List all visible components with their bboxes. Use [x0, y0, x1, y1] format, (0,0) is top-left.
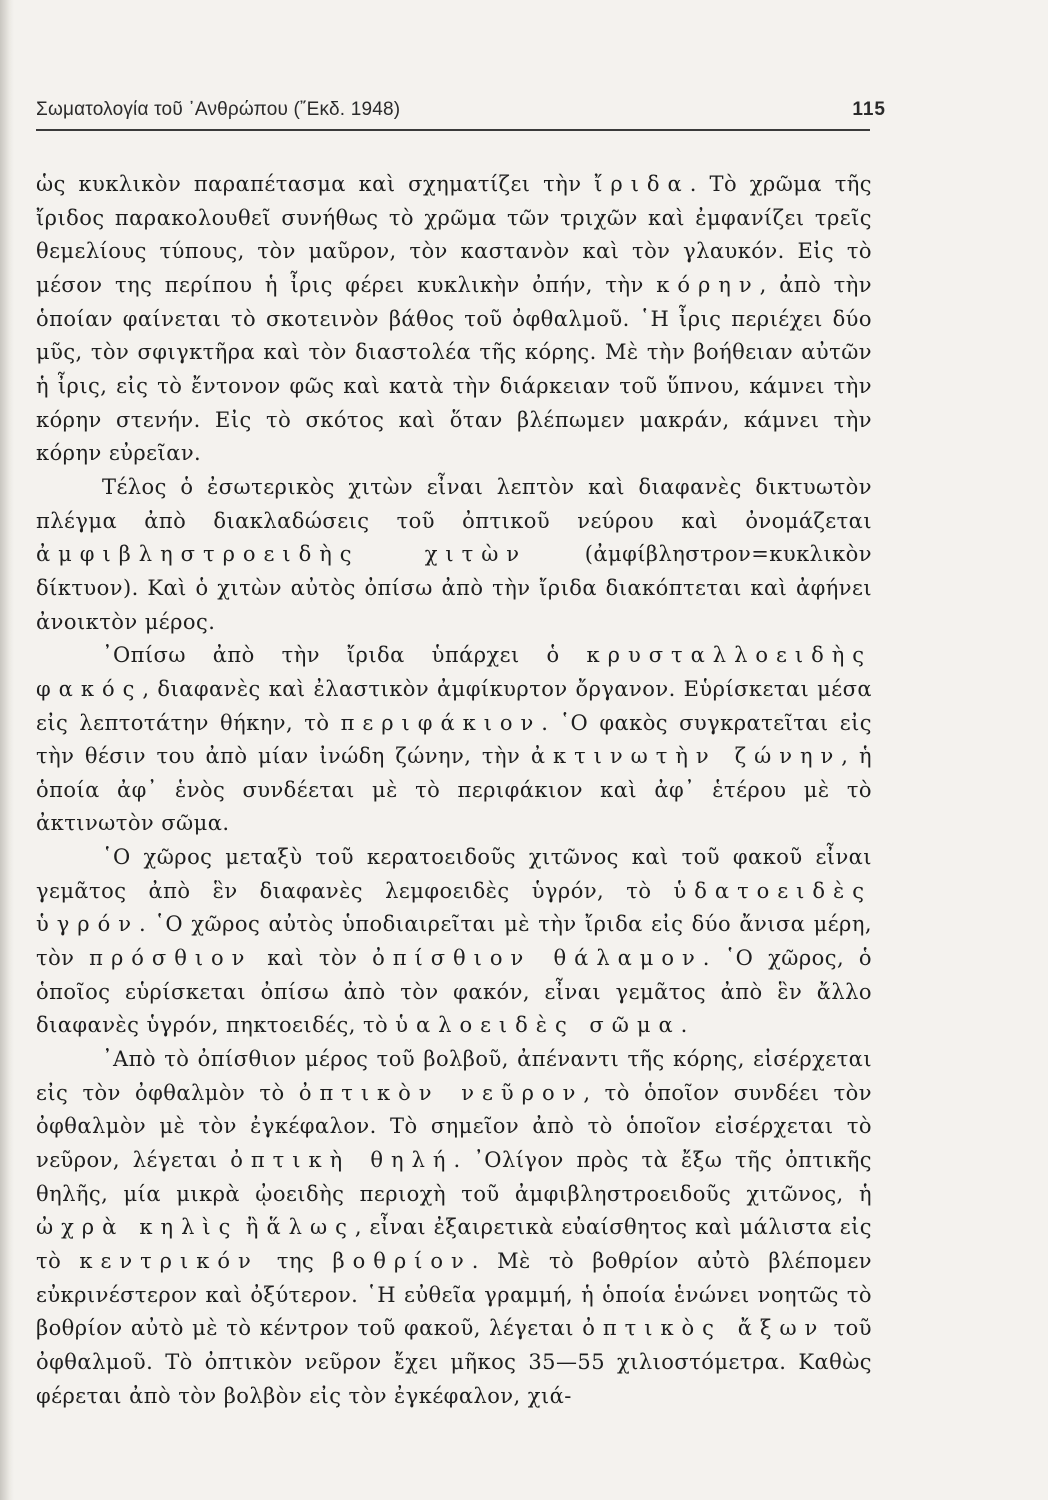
spaced-term: ἴριδα: [594, 172, 690, 196]
text-run: . ῾Ο χῶρος αὐτὸς ὑποδιαιρεῖται μὲ τὴν ἴριδα εἰς δύο ἄνισα μέρη, τὸν: [36, 912, 872, 971]
text-run: καὶ τὸν: [252, 946, 373, 971]
text-run: ᾿Απὸ τὸ ὀπίσθιον μέρος τοῦ βολβοῦ, ἀπέναντι τῆς κόρης, εἰσέρχεται εἰς τὸν ὀφθαλμὸν τὸ: [36, 1047, 872, 1105]
spaced-term: ὠχρὰ κηλὶς: [36, 1215, 239, 1240]
text-run: ᾿Οπίσω ἀπὸ τὴν ἴριδα ὑπάρχει ὁ: [102, 643, 587, 668]
spaced-term: πρόσθιον: [89, 946, 253, 971]
text-run: .: [680, 1013, 688, 1038]
text-run: Τέλος ὁ ἐσωτερικὸς χιτὼν εἶναι λεπτὸν καὶ διαφανὲς δικτυωτὸν πλέγμα ἀπὸ διακλαδώσεις τοῦ ὀπτικοῦ νεύρου καὶ ὀνομάζεται: [36, 474, 872, 533]
text-run: τοῦ ὀφθαλμοῦ. Τὸ ὀπτικὸν νεῦρον ἔχει μῆκος 35—55 χιλιοστόμετρα. Καθὼς φέρεται ἀπὸ τὸν βολβὸν εἰς τὸν ἐγκέφαλον, χιά-: [36, 1316, 872, 1408]
spaced-term: ἅλως: [266, 1215, 355, 1240]
spaced-term: κόρην: [656, 272, 760, 297]
spaced-term: ὀπτικὴ θηλή: [230, 1148, 454, 1173]
paragraph-2: [36, 471, 872, 639]
spaced-term: περιφάκιον: [340, 710, 542, 735]
text-run: . ᾿Ολίγον πρὸς τὰ ἔξω τῆς ὀπτικῆς θηλῆς, μία μικρὰ ᾠοειδὴς περιοχὴ τοῦ ἀμφιβληστροειδοῦς χιτῶνος, ἡ: [36, 1148, 873, 1206]
text-run: της: [258, 1249, 333, 1273]
header-rule: [36, 129, 870, 131]
running-head: [36, 99, 886, 129]
text-run: ῾Ο χῶρος μεταξὺ τοῦ κερατοειδοῦς χιτῶνος καὶ τοῦ φακοῦ εἶναι γεμᾶτος ἀπὸ ἓν διαφανὲς λεμφοειδὲς ὑγρόν, τὸ: [36, 845, 872, 903]
text-run: , ἀπὸ τὴν ὁποίαν φαίνεται τὸ σκοτεινὸν βάθος τοῦ ὀφθαλμοῦ. ῾Η ἶρις περιέχει δύο μῦς, τὸν σφιγκτῆρα καὶ τὸν διαστολέα τῆς κόρης. Μὲ τὴν βοήθειαν αὐτῶν ἡ ἶρις, εἰς τὸ ἔντονον φῶς καὶ κατὰ τὴν διάρκειαν τοῦ ὕπνου, κάμνει τὴν κόρην στενήν. Εἰς τὸ σκότος καὶ ὅταν βλέπωμεν μακράν, κάμνει τὴν κόρην εὐρεῖαν.: [36, 272, 872, 466]
paragraph-3: [36, 639, 872, 841]
text-run: , τὸ ὁποῖον συνδέει τὸν ὀφθαλμὸν μὲ τὸν ἐγκέφαλον. Τὸ σημεῖον ἀπὸ τὸ ὁποῖον εἰσέρχεται τὸ νεῦρον, λέγεται: [36, 1080, 872, 1173]
paragraph-5: [36, 1043, 872, 1413]
body-text: [36, 168, 872, 1413]
spaced-term: ὀπίσθιον θάλαμον: [372, 946, 703, 971]
text-run: . ῾Ο χῶρος, ὁ ὁποῖος εὑρίσκεται ὀπίσω ἀπὸ τὸν φακόν, εἶναι γεμᾶτος ἀπὸ ἓν ἄλλο διαφανὲς ὑγρόν, πηκτοειδές, τὸ: [36, 946, 872, 1038]
text-run: . Τὸ χρῶμα τῆς ἴριδος παρακολουθεῖ συνήθως τὸ χρῶμα τῶν τριχῶν καὶ ἐμφανίζει τρεῖς θεμελίους τύπους, τὸν μαῦρον, τὸν καστανὸν καὶ τὸν γλαυκόν. Εἰς τὸ μέσον της περίπου ἡ ἶρις φέρει κυκλικὴν ὀπήν, τὴν: [36, 172, 873, 297]
spaced-term: ὀπτικὸν νεῦρον: [298, 1080, 584, 1105]
text-run: (ἀμφίβληστρον=κυκλικὸν δίκτυον). Καὶ ὁ χιτὼν αὐτὸς ὀπίσω ἀπὸ τὴν ἴριδα διακόπτεται καὶ ἀφήνει ἀνοικτὸν μέρος.: [36, 542, 872, 634]
spaced-term: ὑαλοειδὲς σῶμα: [395, 1013, 681, 1038]
spaced-term: ὑδατοειδὲς ὑγρόν: [36, 878, 872, 937]
spaced-term: ἀμφιβληστροειδὴς χιτὼν: [36, 542, 528, 567]
spaced-term: κεντρικόν: [79, 1249, 259, 1273]
text-run: . Μὲ τὸ βοθρίον αὐτὸ βλέπομεν εὐκρινέστερον καὶ ὀξύτερον. ῾Η εὐθεῖα γραμμή, ἡ ὁποία ἑνώνει νοητῶς τὸ βοθρίον αὐτὸ μὲ τὸ κέντρον τοῦ φακοῦ, λέγεται: [36, 1249, 872, 1341]
text-run: , ἡ ὁποία ἀφ᾿ ἑνὸς συνδέεται μὲ τὸ περιφάκιον καὶ ἀφ᾿ ἑτέρου μὲ τὸ ἀκτινωτὸν σῶμα.: [36, 744, 872, 836]
spaced-term: βοθρίον: [332, 1249, 472, 1273]
running-head-title: Σωματολογία τοῦ ᾿Ανθρώπου (῎Εκδ. 1948): [36, 99, 401, 120]
text-run: ὡς κυκλικὸν παραπέτασμα καὶ σχηματίζει τὴν: [36, 172, 595, 196]
paragraph-4: [36, 841, 872, 1043]
spaced-term: ὀπτικὸς ἄξων: [582, 1316, 826, 1341]
text-run: . ῾Ο φακὸς συγκρατεῖται εἰς τὴν θέσιν του ἀπὸ μίαν ἰνώδη ζώνην, τὴν: [36, 710, 872, 769]
text-run: , διαφανὲς καὶ ἐλαστικὸν ἀμφίκυρτον ὄργανον. Εὑρίσκεται μέσα εἰς λεπτοτάτην θήκην, τὸ: [36, 676, 872, 735]
page-number: 115: [852, 99, 886, 120]
text-run: , εἶναι ἐξαιρετικὰ εὐαίσθητος καὶ μάλιστα εἰς τὸ: [36, 1215, 872, 1273]
text-run: ἢ: [238, 1215, 267, 1240]
spaced-term: ἀκτινωτὴν ζώνην: [530, 744, 842, 769]
paragraph-1: [36, 168, 872, 471]
book-page: [30, 0, 1016, 1500]
spaced-term: κρυσταλλοειδὴς φακός: [36, 643, 872, 701]
scan-left-edge-shadow: [0, 0, 14, 1500]
